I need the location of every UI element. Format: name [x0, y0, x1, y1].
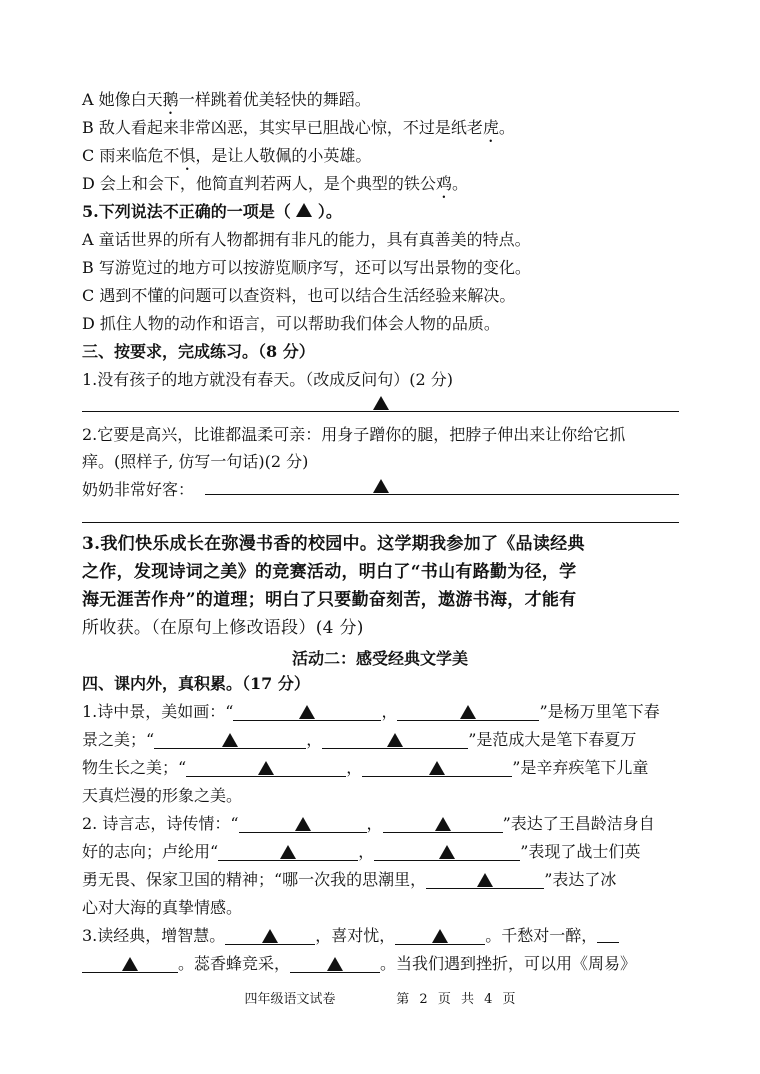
option-text: 雨来临危不: [99, 146, 180, 165]
fill-blank[interactable]: [239, 816, 367, 833]
answer-triangle-icon: [477, 873, 493, 887]
fill-blank[interactable]: [362, 760, 512, 777]
option-text: 会上和会下，他简直判若两人，是个典型的铁公: [99, 174, 436, 193]
option-text-end: 。: [451, 174, 468, 193]
answer-triangle-icon: [373, 396, 389, 410]
q-text: ，喜对忧，: [315, 926, 396, 945]
fill-blank[interactable]: [218, 844, 358, 861]
q4-option-b: [82, 118, 515, 146]
s4-q2-line3: [82, 870, 616, 890]
answer-triangle-icon: [435, 817, 451, 831]
answer-triangle-icon: [439, 845, 455, 859]
q-comma: ，: [346, 758, 363, 777]
dotted-char: 虎: [482, 118, 499, 137]
s4-q1-line4: 天真烂漫的形象之美。: [82, 786, 243, 805]
fill-blank[interactable]: [233, 704, 381, 721]
option-text-end: ，是让人敬佩的小英雄。: [195, 146, 372, 165]
fill-blank[interactable]: [383, 816, 503, 833]
answer-triangle-icon: [295, 817, 311, 831]
page-number: 第 2 页 共 4 页: [396, 992, 516, 1007]
s4-q1-line3: [82, 758, 648, 778]
answer-triangle-icon: [327, 957, 343, 971]
q-comma: ，: [366, 814, 383, 833]
section3-heading: 三、按要求，完成练习。（8 分）: [82, 342, 315, 361]
q-text: ”表达了冰: [544, 870, 617, 889]
q-text: ”是杨万里笔下春: [539, 702, 660, 721]
answer-triangle-icon: [296, 203, 312, 217]
exam-name: 四年级语文试卷: [244, 992, 336, 1007]
q4-option-a: [82, 90, 371, 118]
q-text: 。蕊香蜂竞采，: [178, 954, 291, 973]
answer-line[interactable]: [82, 522, 679, 523]
dotted-char: 鹅: [162, 90, 179, 109]
option-letter: A: [82, 90, 94, 109]
s4-q3-line2: [82, 954, 636, 974]
q-comma: ，: [306, 730, 323, 749]
answer-triangle-icon: [258, 761, 274, 775]
s3-q3-paragraph-line3: 海无涯苦作舟”的道理；明白了只要勤奋刻苦，遨游书海，才能有: [82, 590, 577, 610]
answer-triangle-icon: [262, 929, 278, 943]
option-text-end: 。: [498, 118, 515, 137]
q5-stem-text: 5.下列说法不正确的一项是（: [82, 202, 291, 221]
answer-line[interactable]: [82, 411, 679, 412]
q-text: 1.诗中景，美如画：“: [82, 702, 234, 721]
answer-triangle-icon: [429, 761, 445, 775]
dotted-char: 惧: [179, 146, 196, 165]
q-comma: ，: [381, 702, 398, 721]
q-text: 3.读经典，增智慧。: [82, 926, 226, 945]
q5-option-d: D 抓住人物的动作和语言，可以帮助我们体会人物的品质。: [82, 314, 500, 333]
answer-triangle-icon: [387, 733, 403, 747]
q-text: ”表现了战士们英: [520, 842, 641, 861]
q4-option-c: [82, 146, 371, 174]
answer-triangle-icon: [460, 705, 476, 719]
q-text: 。当我们遇到挫折，可以用《周易》: [380, 954, 637, 973]
section4-heading: 四、课内外，真积累。（17 分）: [82, 674, 310, 693]
q-text: 。千愁对一醉，: [485, 926, 598, 945]
s4-q1-line2: [82, 730, 636, 750]
q5-stem-end: ）。: [317, 202, 342, 221]
fill-blank[interactable]: [290, 956, 380, 973]
option-letter: C: [82, 146, 95, 165]
fill-blank[interactable]: [374, 844, 520, 861]
answer-triangle-icon: [280, 845, 296, 859]
fill-blank[interactable]: [322, 732, 468, 749]
answer-triangle-icon: [122, 957, 138, 971]
answer-triangle-icon: [299, 705, 315, 719]
option-letter: B: [82, 118, 94, 137]
q-text: ”是范成大是笔下春夏万: [468, 730, 637, 749]
q-text: 勇无畏、保家卫国的精神；“哪一次我的思潮里，: [82, 870, 427, 889]
q-text: 物生长之美；“: [82, 758, 187, 777]
fill-blank[interactable]: [597, 926, 619, 943]
fill-blank[interactable]: [395, 928, 485, 945]
q5-stem: [82, 202, 342, 222]
s3-q3-paragraph-line4: 所收获。（在原句上修改语段）(4 分): [82, 618, 364, 638]
s3-q2-prompt-line1: 2.它要是高兴，比谁都温柔可亲：用身子蹭你的腿，把脖子伸出来让你给它抓: [82, 425, 626, 444]
fill-blank[interactable]: [186, 760, 346, 777]
fill-blank[interactable]: [426, 872, 544, 889]
s4-q2-line2: [82, 842, 640, 862]
answer-triangle-icon: [222, 733, 238, 747]
fill-blank[interactable]: [154, 732, 306, 749]
option-letter: D: [82, 174, 95, 193]
s3-q2-answer-prefix: 奶奶非常好客：: [82, 480, 195, 499]
q4-option-d: [82, 174, 468, 202]
fill-blank[interactable]: [82, 956, 178, 973]
q5-option-a: A 童话世界的所有人物都拥有非凡的能力，具有真善美的特点。: [82, 230, 531, 249]
fill-blank[interactable]: [225, 928, 315, 945]
q-text: 景之美；“: [82, 730, 155, 749]
page-footer: [0, 988, 760, 1007]
activity-title: 活动二：感受经典文学美: [291, 649, 468, 668]
option-text: 敌人看起来非常凶恶，其实早已胆战心惊，不过是纸老: [98, 118, 483, 137]
q5-option-b: B 写游览过的地方可以按游览顺序写，还可以写出景物的变化。: [82, 258, 531, 277]
s3-q3-paragraph-line1: 3.我们快乐成长在弥漫书香的校园中。这学期我参加了《品读经典: [82, 534, 585, 554]
s3-q1-prompt: 1.没有孩子的地方就没有春天。（改成反问句）(2 分): [82, 370, 454, 389]
s4-q1-line1: [82, 702, 660, 722]
fill-blank[interactable]: [397, 704, 539, 721]
answer-line[interactable]: [205, 494, 679, 495]
option-text-end: 一样跳着优美轻快的舞蹈。: [178, 90, 371, 109]
q-text: 2. 诗言志，诗传情：“: [82, 814, 239, 833]
s3-q3-paragraph-line2: 之作，发现诗词之美》的竞赛活动，明白了“书山有路勤为径，学: [82, 562, 577, 582]
s3-q2-prompt-line2: 痒。(照样子, 仿写一句话)(2 分): [82, 452, 309, 471]
s4-q2-line1: [82, 814, 655, 834]
q5-option-c: C 遇到不懂的问题可以查资料，也可以结合生活经验来解决。: [82, 286, 516, 305]
dotted-char: 鸡: [435, 174, 452, 193]
option-text: 她像白天: [98, 90, 163, 109]
s4-q3-line1: [82, 926, 619, 946]
answer-triangle-icon: [432, 929, 448, 943]
q-text: ”表达了王昌龄洁身自: [502, 814, 655, 833]
q-comma: ，: [358, 842, 375, 861]
answer-triangle-icon: [373, 479, 389, 493]
s4-q2-line4: 心对大海的真挚情感。: [82, 898, 243, 917]
q-text: 好的志向；卢纶用“: [82, 842, 219, 861]
q-text: ”是辛弃疾笔下儿童: [512, 758, 649, 777]
